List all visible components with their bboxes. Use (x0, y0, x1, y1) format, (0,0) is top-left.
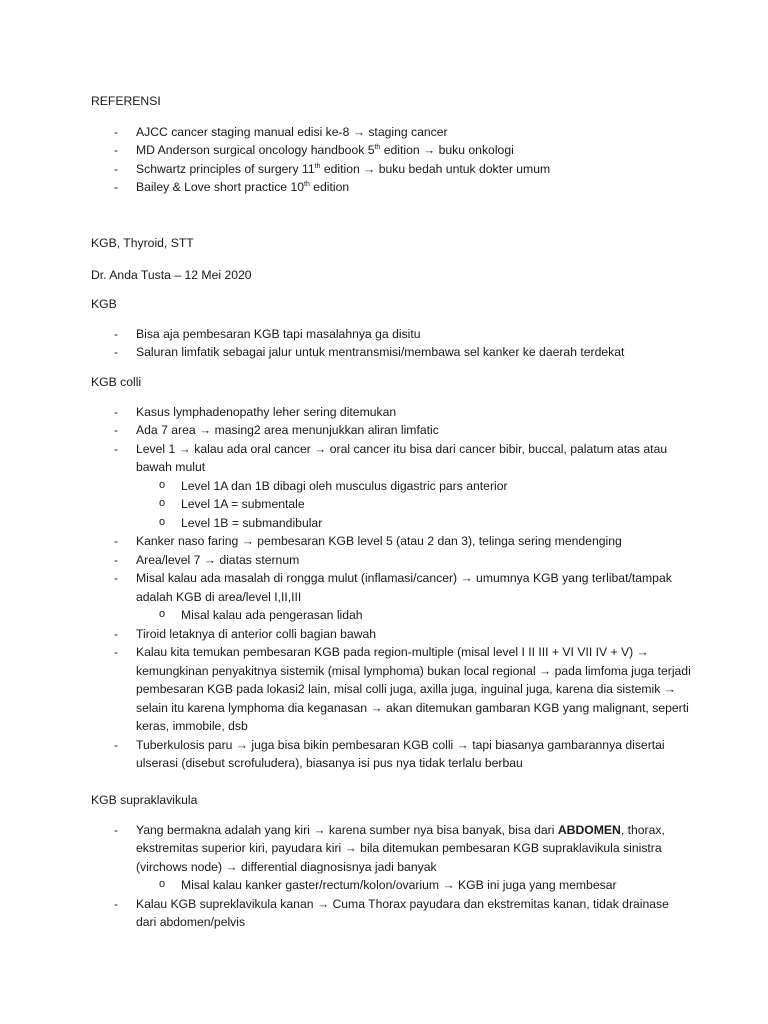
kgb-supraklavikula-list (91, 821, 691, 932)
reference-text: Schwartz principles of surgery 11 (136, 161, 315, 176)
lecture-speaker-date: Dr. Anda Tusta – 12 Mei 2020 (91, 268, 252, 282)
text-run: , thorax, ekstremitas superior kiri, payudara kiri → bila ditemukan pembesaran KGB supraklavikula sinistra (virchows node) → differential diagnosisnya jadi banyak (136, 822, 665, 874)
sub-list-item: o Misal kalau ada pengerasan lidah (136, 606, 691, 625)
list-item (91, 160, 691, 179)
list-item (91, 821, 691, 895)
list-item: - Kanker naso faring → pembesaran KGB level 5 (atau 2 dan 3), telinga sering mendenging (91, 532, 691, 551)
list-item: - Saluran limfatik sebagai jalur untuk mentransmisi/membawa sel kanker ke daerah terdekat (91, 343, 691, 362)
ordinal-suffix: th (314, 162, 321, 170)
kgb-list (91, 325, 691, 362)
kgb-colli-section (91, 373, 691, 773)
list-item (91, 440, 691, 533)
list-item: - Bisa aja pembesaran KGB tapi masalahnya ga disitu (91, 325, 691, 344)
reference-text: edition (309, 180, 350, 194)
list-item: - Area/level 7 → diatas sternum (91, 551, 691, 570)
list-item: - Ada 7 area → masing2 area menunjukkan aliran limfatic (91, 421, 691, 440)
list-item: - Kasus lymphadenopathy leher sering ditemukan (91, 403, 691, 422)
list-item: - Tuberkulosis paru → juga bisa bikin pembesaran KGB colli → tapi biasanya gambarannya disertai ulserasi (disebut scrofuludera), biasanya isi pus nya tidak terlalu berbau (91, 736, 691, 773)
kgb-heading: KGB (91, 297, 117, 311)
list-item: - Kalau kita temukan pembesaran KGB pada region-multiple (misal level I II III + VI VII IV + V) → kemungkinan penyakitnya sistemik (misal lymphoma) bukan local regional → pada limfoma juga terjadi pembesaran KGB pada lokasi2 lain, misal colli juga, axilla juga, inguinal juga, karena dia sistemik → selain itu karena lymphoma dia keganasan → akan ditemukan gambaran KGB yang malignant, seperti keras, immobile, dsb (91, 643, 691, 736)
ordinal-suffix: th (374, 144, 381, 151)
sub-list (136, 876, 691, 895)
kgb-colli-heading: KGB colli (91, 375, 142, 389)
kgb-colli-list (91, 403, 691, 773)
list-item: - AJCC cancer staging manual edisi ke-8 → staging cancer (91, 123, 691, 142)
sub-list-item: o Level 1B = submandibular (136, 514, 691, 533)
list-item-text: - Level 1 → kalau ada oral cancer → oral cancer itu bisa dari cancer bibir, buccal, palatum atas atau bawah mulut (136, 441, 668, 474)
referensi-section (91, 92, 691, 197)
reference-text: edition → buku onkologi (380, 143, 514, 157)
sub-list (136, 477, 691, 533)
reference-text: MD Anderson surgical oncology handbook 5 (136, 143, 375, 157)
sub-list (136, 606, 691, 625)
list-item: - Kalau KGB supreklavikula kanan → Cuma Thorax payudara dan ekstremitas kanan, tidak drainase dari abdomen/pelvis (91, 895, 691, 932)
lecture-topic: KGB, Thyroid, STT (91, 236, 194, 250)
list-item (91, 569, 691, 625)
text-run: Yang bermakna adalah yang kiri → karena sumber nya bisa banyak, bisa dari (136, 822, 558, 837)
kgb-supraklavikula-heading: KGB supraklavikula (91, 793, 198, 807)
referensi-list (91, 123, 691, 197)
kgb-section (91, 295, 691, 362)
reference-text: edition → buku bedah untuk dokter umum (320, 161, 551, 176)
list-item-text (136, 821, 691, 877)
sub-list-item: o Misal kalau kanker gaster/rectum/kolon/ovarium → KGB ini juga yang membesar (136, 876, 691, 895)
list-item (91, 178, 691, 197)
referensi-heading: REFERENSI (91, 94, 161, 108)
sub-list-item: o Level 1A dan 1B dibagi oleh musculus digastric pars anterior (136, 477, 691, 496)
emphasis-abdomen: ABDOMEN (557, 822, 621, 837)
list-item: - Tiroid letaknya di anterior colli bagian bawah (91, 625, 691, 644)
sub-list-item: o Level 1A = submentale (136, 495, 691, 514)
ordinal-suffix: th (304, 181, 310, 188)
reference-text: Bailey & Love short practice 10 (136, 180, 305, 194)
kgb-supraklavikula-section (91, 791, 691, 932)
list-item (91, 141, 691, 160)
list-item-text: - Misal kalau ada masalah di rongga mulut (inflamasi/cancer) → umumnya KGB yang terlibat/tampak adalah KGB di area/level I,II,III (136, 571, 672, 604)
